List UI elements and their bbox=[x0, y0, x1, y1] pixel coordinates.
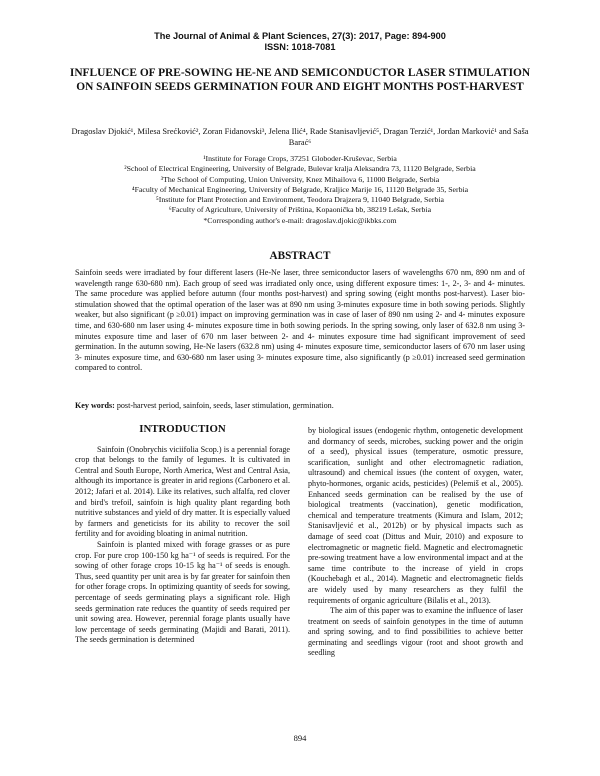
abstract-heading: ABSTRACT bbox=[269, 250, 331, 262]
journal-issn: ISSN: 1018-7081 bbox=[264, 42, 336, 52]
affiliation-1: ¹Institute for Forage Crops, 37251 Globoder-Kruševac, Serbia bbox=[203, 154, 397, 163]
affiliation-6: ⁶Faculty of Agriculture, University of Priština, Kopaonička bb, 38219 Lešak, Serbia bbox=[168, 205, 432, 215]
affiliation-4: ⁴Faculty of Mechanical Engineering, University of Belgrade, Kraljice Marije 16, 11120 Belgrade 35, Serbia bbox=[131, 184, 469, 194]
keywords-label: Key words: bbox=[75, 401, 115, 410]
intro-paragraph-2: Sainfoin is planted mixed with forage grasses or as pure crop. For pure crop 100-150 kg ha⁻¹ of seeds is required. For the sowing of other forage crops 10-15 kg ha⁻¹ of seeds is enough. Thus, seed quantity per unit area is by far greater for sainfoin then for other forage crops. In optimizing quantity of seeds for sowing, percentage of seeds germinating plays a significant role. High seeds germination rate reduces the quantity of seeds required per unit sowing area. However, perennial forage plants usually have low percentage of seeds germinating (Majidi and Barati, 2011). The seeds germination is determined bbox=[75, 539, 290, 645]
intro-paragraph-3: by biological issues (endogenic rhythm, ontogenetic development and dormancy of seeds, microbes, sucking power and the origin of a seed), physical issues (temperature, osmotic pressure, scarification, sunlight and other electromagnetic radiation, ultrasound) and chemical issues (the content of oxygen, water, phyto-hormones, organic acids, pesticides) (Pelemiš et al., 2005). Enhanced seeds germination can be realised by the use of biological treatments (vaccination), genetic modification, chemical and temperature treatments (Kimura and Islam, 2012; Stanisavljević et al., 2012b) or by physical impacts such as damage of seed coat (Dittus and Muir, 2010) and exposure to electromagnetic or magnetic field. Magnetic and electromagnetic pre-sowing treatment have a low environmental impact and at the same time contribute to the increase of yield in crops (Kouchebagh et al., 2014). Magnetic and electromagnetic fields are widely used by many researchers as they fulfil the requirements of organic agriculture (Bilalis et al., 2013). bbox=[308, 426, 523, 605]
intro-paragraph-1: Sainfoin (Onobrychis viciifolia Scop.) is a perennial forage crop that belongs to the family of legumes. It is cultivated in Central and South Europe, North America, West and Central Asia, although its importance is greater in arid regions (Carbonero et al. 2012; Jafari et al. 2014). Like its relatives, such alfalfa, red clover and bird's trefoil, sainfoin is high quality plant regarding both nutritive substances and yield of dry matter. It is especially valued by farmers and geneticists for its ability to recover the soil fertility and for avoiding bloating in animal nutrition. bbox=[75, 444, 290, 539]
author-list: Dragoslav Djokić¹, Milesa Srećković², Zoran Fidanovski³, Jelena Ilić⁴, Rade Stanisavljević⁵, Dragan Terzić¹, Jordan Marković¹ and Saša Barać⁶ bbox=[71, 127, 529, 147]
journal-citation: The Journal of Animal & Plant Sciences, 27(3): 2017, Page: 894-900 bbox=[154, 31, 446, 41]
page-number: 894 bbox=[293, 733, 307, 743]
keywords-text: post-harvest period, sainfoin, seeds, laser stimulation, germination. bbox=[114, 401, 334, 410]
journal-header bbox=[0, 31, 600, 53]
affiliations bbox=[60, 154, 540, 226]
left-column bbox=[75, 424, 290, 646]
keywords bbox=[75, 401, 525, 412]
intro-paragraph-4: The aim of this paper was to examine the influence of laser treatment on seeds of sainfoin genotypes in the time of autumn and spring sowing, and to find possibilities to achieve better germinating and seedlings vigour (root and shoot growth and seedling bbox=[308, 606, 523, 658]
paper-title: INFLUENCE OF PRE-SOWING HE-NE AND SEMICONDUCTOR LASER STIMULATION ON SAINFOIN SEEDS GERMINATION FOUR AND EIGHT MONTHS POST-HARVEST bbox=[69, 67, 531, 93]
affiliation-3: ³The School of Computing, Union University, Knez Mihailova 6, 11000 Belgrade, Serbia bbox=[160, 174, 440, 184]
introduction-heading: INTRODUCTION bbox=[139, 423, 226, 435]
abstract-text: Sainfoin seeds were irradiated by four different lasers (He-Ne laser, three semiconductor lasers of wavelengths 670 nm, 890 nm and of wavelength range 630-680 nm). Each group of seed was irradiated only once, using different exposure times: 1-, 2-, 3- and 4- minutes. The same procedure was applied before autumn (four months post-harvest) and spring sowing (eight months post-harvest). Laser bio-stimulation showed that the optimal operation of the laser was at 890 nm using 3-minutes exposure time in both sowing periods. Slightly weaker, but also significant (p ≥0.01) impact on improving germination was in case of laser of 890 nm using 2- and 4- minutes exposure time, and 630-680 nm laser using 4- minutes exposure time in both sowing periods. In the spring sowing, only laser of 632.8 nm using 3- minutes exposure time and laser of 670 nm laser between 2- and 4- minutes exposure time had significant improvement of seed germination. In the autumn sowing, He-Ne lasers (632.8 nm) using 4- minutes exposure time, semiconductor lasers of 670 nm laser using 3- minutes exposure time, and 630-680 nm laser using 3- minutes exposure time, also significantly (p ≥0.01) increased seed germination compared to control. bbox=[75, 268, 525, 373]
affiliation-2: ²School of Electrical Engineering, University of Belgrade, Bulevar kralja Aleksandra 73, 11120 Belgrade, Serbia bbox=[124, 164, 476, 174]
corresponding-author: *Corresponding author's e-mail: dragoslav.djokic@ikbks.com bbox=[203, 215, 397, 225]
affiliation-5: ⁵Institute for Plant Protection and Environment, Teodora Drajzera 9, 11040 Belgrade, Serbia bbox=[156, 195, 444, 205]
right-column bbox=[308, 426, 523, 659]
